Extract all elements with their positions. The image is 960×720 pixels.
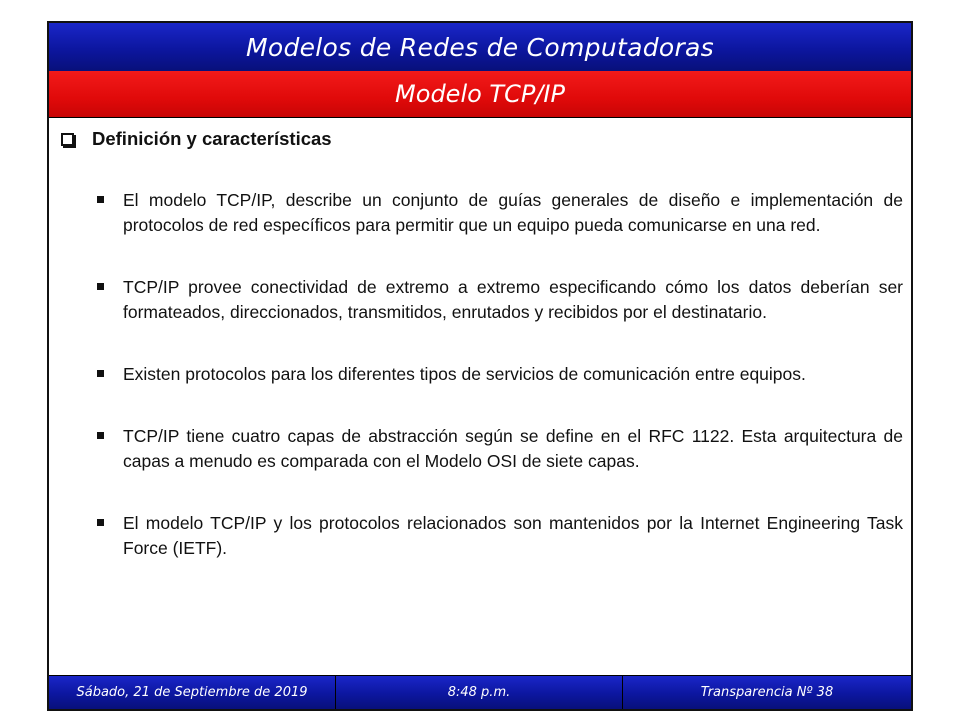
bullet-text: El modelo TCP/IP, describe un conjunto de guías generales de diseño e implementación de protocolos de red específicos para permitir que un equipo pueda comunicarse en una red. (123, 190, 903, 235)
slide-content (49, 118, 911, 678)
square-bullet-icon (97, 432, 104, 439)
bullet-text: TCP/IP provee conectividad de extremo a extremo especificando cómo los datos deberían ser formateados, direccionados, transmitidos, enrutados y recibidos por el destinatario. (123, 277, 903, 322)
square-bullet-icon (97, 519, 104, 526)
bullet-item (97, 275, 903, 325)
bullet-item (97, 424, 903, 474)
slide-title: Modelos de Redes de Computadoras (245, 32, 715, 62)
bullet-item (97, 188, 903, 238)
slide (47, 21, 913, 711)
square-bullet-icon (97, 283, 104, 290)
slide-subtitle: Modelo TCP/IP (395, 80, 565, 108)
footer-date: Sábado, 21 de Septiembre de 2019 (49, 676, 336, 709)
square-bullet-icon (97, 196, 104, 203)
bullet-list (97, 188, 903, 598)
footer-slide-number: Transparencia Nº 38 (700, 685, 834, 700)
title-bar (49, 23, 911, 72)
bullet-text: Existen protocolos para los diferentes tipos de servicios de comunicación entre equipos. (123, 364, 806, 384)
section-heading (61, 128, 332, 150)
section-heading-text: Definición y características (92, 128, 332, 149)
square-bullet-icon (97, 370, 104, 377)
bullet-text: El modelo TCP/IP y los protocolos relacionados son mantenidos por la Internet Engineering Task Force (IETF). (123, 513, 903, 558)
checkbox-icon (61, 133, 74, 146)
bullet-item (97, 511, 903, 561)
bullet-text: TCP/IP tiene cuatro capas de abstracción según se define en el RFC 1122. Esta arquitectura de capas a menudo es comparada con el Modelo OSI de siete capas. (123, 426, 903, 471)
bullet-item (97, 362, 903, 387)
footer-bar (49, 675, 911, 709)
subtitle-bar (49, 71, 911, 118)
footer-time: 8:48 p.m. (336, 676, 623, 709)
